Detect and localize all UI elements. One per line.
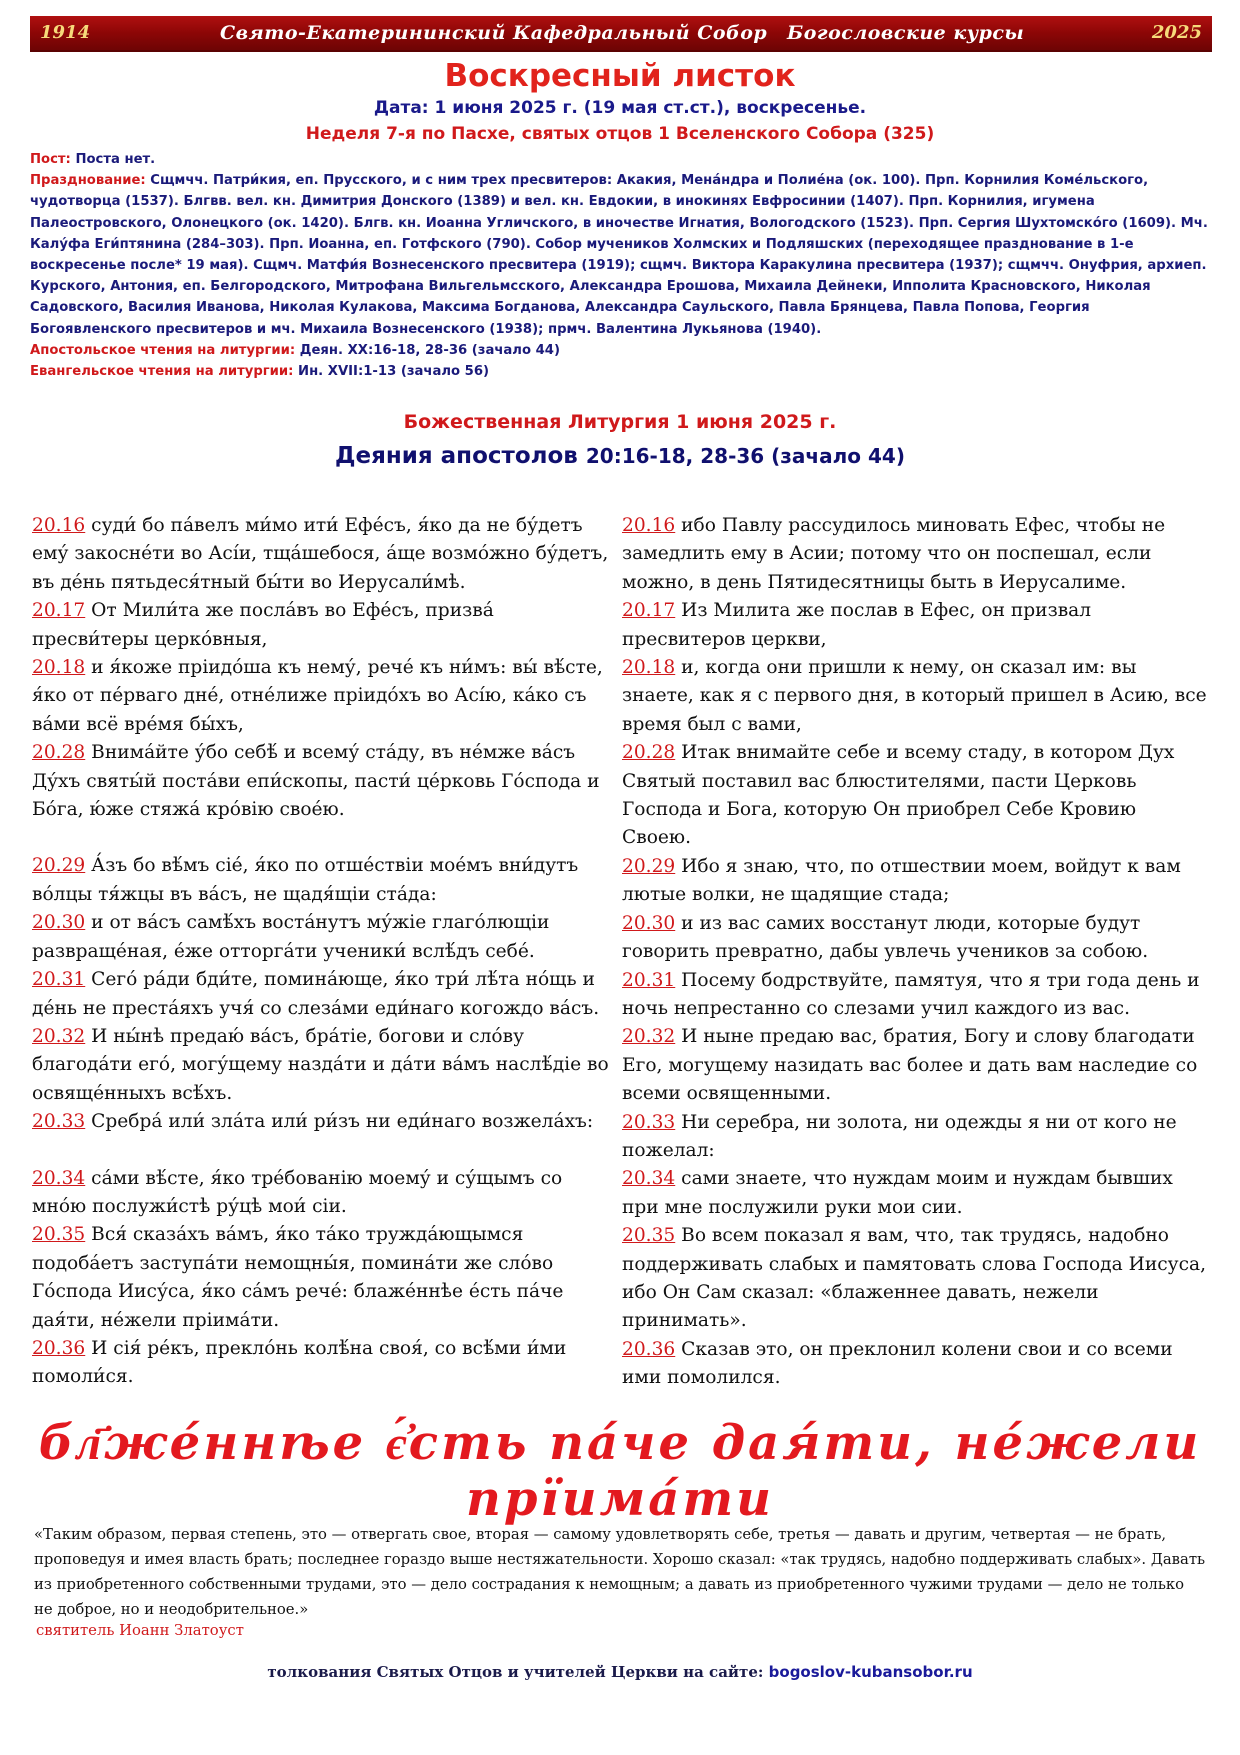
verse-number-link[interactable]: 20.29 xyxy=(622,855,676,877)
verse-number-link[interactable]: 20.32 xyxy=(32,1025,86,1047)
verse-number-link[interactable]: 20.17 xyxy=(32,600,86,622)
verse-text: Из Милита же послав в Ефес, он призвал пресвитеров церкви, xyxy=(622,600,1092,650)
chrysostom-quote: «Таким образом, первая степень, это — отвергать свое, вторая — самому удовлетворять себе, третья — давать и другим, четвертая — не брать, проповедуя и имея власть брать; последнее гораздо выше нестяжательности. Хорошо сказал: «так трудясь, надобно поддерживать слабых». Давать из приобретенного собственными трудами, это — дело сострадания к немощным; а давать из приобретенного чужими трудами — дело не только не доброе, но и неодобрительное.» xyxy=(34,1526,1206,1618)
verse-gap xyxy=(32,824,610,852)
verse-text: сами знаете, что нуждам моим и нуждам бывших при мне послужили руки мои сии. xyxy=(622,1168,1173,1218)
apostle-value: Деян. XX:16-18, 28-36 (зачало 44) xyxy=(299,342,560,358)
verse-number-link[interactable]: 20.32 xyxy=(622,1026,676,1048)
verse-text: суди́ бо па́велъ ми́мо ити́ Ефе́съ, я́ко да не бу́детъ ему́ закосне́ти во Асі́и, тща́шебося, а́ще возмо́жно бу́детъ, въ де́нь пятьдеся́тный бы́ти во Иерусали́мѣ. xyxy=(32,515,609,593)
verse xyxy=(622,597,1207,654)
verse xyxy=(32,852,610,909)
verse-text: и из вас самих восстанут люди, которые будут говорить превратно, дабы увлечь учеников за собою. xyxy=(622,912,1149,963)
verse-number-link[interactable]: 20.17 xyxy=(622,600,676,622)
header-banner xyxy=(30,16,1212,52)
verse-text: Внима́йте у́бо себѣ́ и всему́ ста́ду, въ не́мже ва́съ Ду́хъ святы́й поста́ви епи́скопы, пасти́ це́рковь Го́спода и Бо́га, ю́же стяжа́ кро́вію свое́ю. xyxy=(32,742,600,821)
verse xyxy=(32,597,610,654)
verse-number-link[interactable]: 20.33 xyxy=(622,1111,676,1133)
verse xyxy=(32,1108,610,1136)
verse-text: Ибо я знаю, что, по отшествии моем, войдут к вам лютые волки, не щадящие стада; xyxy=(622,855,1181,906)
verse-text: и я́коже пріидо́ша къ нему́, рече́ къ ни́мъ: вы́ вѣ́сте, я́ко от пе́рваго дне́, отне́лиже пріидо́хъ во Асі́ю, ка́ко съ ва́ми всё вре́мя бы́хъ, xyxy=(32,657,603,735)
verse xyxy=(32,1023,610,1108)
verse-number-link[interactable]: 20.31 xyxy=(622,969,676,991)
verse-text: Сребра́ или́ зла́та или́ ри́зъ ни еди́наго возжела́хъ: xyxy=(91,1111,594,1133)
verse-number-link[interactable]: 20.30 xyxy=(622,912,676,934)
verse-text: Посему бодрствуйте, памятуя, что я три года день и ночь непрестанно со слезами учил каждого из вас. xyxy=(622,969,1200,1019)
cathedral-name: Свято-Екатерининский Кафедральный Собор xyxy=(220,22,768,44)
verse xyxy=(622,739,1207,853)
verse-text: Вся́ сказа́хъ ва́мъ, я́ко та́ко тружда́ющымся подоба́етъ заступа́ти немощны́я, помина́ти же сло́во Го́спода Иису́са, я́ко са́мъ рече́: блаже́ннѣе е́сть па́че дая́ти, не́жели пріима́ти. xyxy=(32,1224,564,1331)
russian-column xyxy=(622,512,1207,1393)
verse xyxy=(32,909,610,966)
verse-text: И ныне предаю вас, братия, Богу и слову благодати Его, могущему назидать вас более и дать вам наследие со всеми освященными. xyxy=(622,1026,1198,1105)
verse-number-link[interactable]: 20.34 xyxy=(32,1167,86,1189)
verse xyxy=(32,512,610,597)
info-block xyxy=(30,149,1212,382)
verse-text: От Мили́та же посла́въ во Ефе́съ, призва́ пресви́теры церко́вныя, xyxy=(32,600,494,650)
gospel-label: Евангельское чтения на литургии: xyxy=(30,364,294,380)
verse-number-link[interactable]: 20.16 xyxy=(622,515,676,536)
feast-value: Сщмчч. Патри́кия, еп. Прусского, и с ним трех пресвитеров: Акакия, Мена́ндра и Полие́на (ок. 100). Прп. Корнилия Коме́льского, чудотворца (1537). Блгвв. вел. кн. Димитрия Донского (1389) и вел. кн. Евдокии, в инокинях Евфросинии (1407). Прп. Корнилия, игумена Палеостровского, Олонецкого (ок. 1420). Блгв. кн. Иоанна Угличского, в иночестве Игнатия, Вологодского (1523). Прп. Сергия Шухтомско́го (1609). Мч. Калу́фа Еги́птянина (284–303). Прп. Иоанна, еп. Готфского (790). Собор мучеников Холмских и Подляшских (переходящее празднование в 1-е воскресенье после* 19 мая). Сщмч. Матфи́я Вознесенского пресвитера (1919); сщмч. Виктора Каракулина пресвитера (1937); сщмчч. Онуфрия, архиеп. Курского, Антония, еп. Белгородского, Митрофана Вильгельмсского, Александра Ерошова, Михаила Дейнеки, Ипполита Красновского, Николая Садовского, Василия Иванова, Николая Кулакова, Максима Богданова, Александра Саульского, Павла Брянцева, Павла Попова, Георгия Богоявленского пресвитеров и мч. Михаила Вознесенского (1938); прмч. Валентина Лукьянова (1940). xyxy=(30,173,1208,337)
verse-number-link[interactable]: 20.33 xyxy=(32,1111,86,1133)
verse xyxy=(622,512,1207,597)
verse-number-link[interactable]: 20.36 xyxy=(622,1338,676,1360)
feast-label: Празднование: xyxy=(30,173,146,189)
verse xyxy=(32,739,610,824)
footer-text: толкования Святых Отцов и учителей Церкви на сайте: xyxy=(267,1663,764,1681)
verse-text: Сего́ ра́ди бди́те, помина́юще, я́ко три́ лѣ́та но́щь и де́нь не преста́яхъ учя́ со слеза́ми еди́наго когождо ва́съ. xyxy=(32,969,600,1019)
slavonic-banner: бл҃же́ннѣе є҆́сть па́че дая́ти, не́жели прїима́ти xyxy=(38,1415,1202,1527)
year-left: 1914 xyxy=(40,22,91,43)
verse-number-link[interactable]: 20.28 xyxy=(32,742,86,764)
gospel-value: Ин. XVII:1-13 (зачало 56) xyxy=(298,364,490,380)
verse-text: и, когда они пришли к нему, он сказал им: вы знаете, как я с первого дня, в который пришел в Асию, все время был с вами, xyxy=(622,657,1207,735)
quote-author: святитель Иоанн Златоуст xyxy=(36,1622,244,1639)
year-right: 2025 xyxy=(1151,22,1202,43)
gospel-row xyxy=(30,361,1212,382)
verse xyxy=(32,1165,610,1222)
slavonic-column xyxy=(32,512,610,1392)
feast-row xyxy=(30,170,1212,340)
verse-text: Итак внимайте себе и всему стаду, в котором Дух Святый поставил вас блюстителями, пасти Церковь Господа и Бога, которую Он приобрел Себе Кровию Своею. xyxy=(622,742,1175,849)
verse-number-link[interactable]: 20.35 xyxy=(32,1224,86,1246)
verse xyxy=(622,1222,1207,1336)
verse xyxy=(622,654,1207,739)
verse-text: Во всем показал я вам, что, так трудясь, надобно поддерживать слабых и памятовать слова Господа Иисуса, ибо Он Сам сказал: «блаженнее давать, нежели принимать». xyxy=(622,1225,1206,1332)
verse-number-link[interactable]: 20.16 xyxy=(32,515,86,536)
courses-label: Богословские курсы xyxy=(787,22,1025,44)
verse-number-link[interactable]: 20.35 xyxy=(622,1225,676,1247)
acts-title xyxy=(0,443,1240,469)
verse-text: ибо Павлу рассудилось миновать Ефес, чтобы не замедлить ему в Асии; потому что он поспешал, если можно, в день Пятидесятницы быть в Иерусалиме. xyxy=(622,515,1166,593)
site-link[interactable]: bogoslov-kubansobor.ru xyxy=(768,1663,973,1681)
verse xyxy=(32,1335,610,1392)
verse-gap xyxy=(32,1137,610,1165)
acts-reference: 20:16-18, 28-36 (зачало 44) xyxy=(585,444,905,468)
page-title: Воскресный листок xyxy=(444,58,796,94)
verse xyxy=(622,1109,1207,1166)
verse-text: Сказав это, он преклонил колени свои и со всеми ими помолился. xyxy=(622,1338,1173,1389)
week-line: Неделя 7-я по Пасхе, святых отцов 1 Вселенского Собора (325) xyxy=(305,124,935,144)
acts-book: Деяния апостолов xyxy=(335,443,578,469)
fast-value: Поста нет. xyxy=(75,152,156,167)
verse-number-link[interactable]: 20.31 xyxy=(32,969,86,991)
footer xyxy=(0,1663,1240,1681)
liturgy-heading: Божественная Литургия 1 июня 2025 г. xyxy=(403,411,837,433)
date-line: Дата: 1 июня 2025 г. (19 мая ст.ст.), воскресенье. xyxy=(373,98,867,118)
verse-number-link[interactable]: 20.34 xyxy=(622,1168,676,1190)
verse-number-link[interactable]: 20.18 xyxy=(32,657,86,679)
verse-text: Ни серебра, ни золота, ни одежды я ни от кого не пожелал: xyxy=(622,1111,1177,1161)
verse xyxy=(622,967,1207,1024)
verse-text: А́зъ бо вѣ́мъ сіе́, я́ко по отше́ствіи мое́мъ вни́дутъ во́лцы тя́жцы въ ва́съ, не щадя́щіи ста́да: xyxy=(32,855,579,905)
verse xyxy=(622,853,1207,910)
verse xyxy=(32,1221,610,1335)
verse xyxy=(622,1023,1207,1108)
apostle-row xyxy=(30,340,1212,361)
verse-number-link[interactable]: 20.36 xyxy=(32,1337,86,1359)
verse-text: са́ми вѣ́сте, я́ко тре́бованію моему́ и су́щымъ со мно́ю послужи́стѣ ру́цѣ мои́ сіи. xyxy=(32,1167,563,1217)
verse-number-link[interactable]: 20.28 xyxy=(622,742,676,764)
verse xyxy=(622,1336,1207,1393)
verse-number-link[interactable]: 20.29 xyxy=(32,855,86,877)
verse-number-link[interactable]: 20.18 xyxy=(622,657,676,679)
apostle-label: Апостольское чтения на литургии: xyxy=(30,342,296,358)
verse xyxy=(32,966,610,1023)
verse xyxy=(32,654,610,739)
verse-text: И ны́нѣ предаю́ ва́съ, бра́тіе, богови и сло́ву благода́ти его́, могу́щему назда́ти и да́ти ва́мъ наслѣ́діе во освяще́нныхъ всѣ́хъ. xyxy=(32,1025,609,1104)
verse-text: И сія́ ре́къ, прекло́нь колѣ́на своя́, со всѣ́ми и́ми помоли́ся. xyxy=(32,1337,567,1388)
fast-row xyxy=(30,149,1212,170)
verse-text: и от ва́съ самѣ́хъ воста́нутъ му́жіе глаго́лющіи развраще́ная, е́же отторга́ти ученики́ вслѣ́дъ себе́. xyxy=(32,912,550,962)
verse xyxy=(622,910,1207,967)
verse-number-link[interactable]: 20.30 xyxy=(32,912,86,934)
fast-label: Пост: xyxy=(30,152,71,167)
verse xyxy=(622,1165,1207,1222)
